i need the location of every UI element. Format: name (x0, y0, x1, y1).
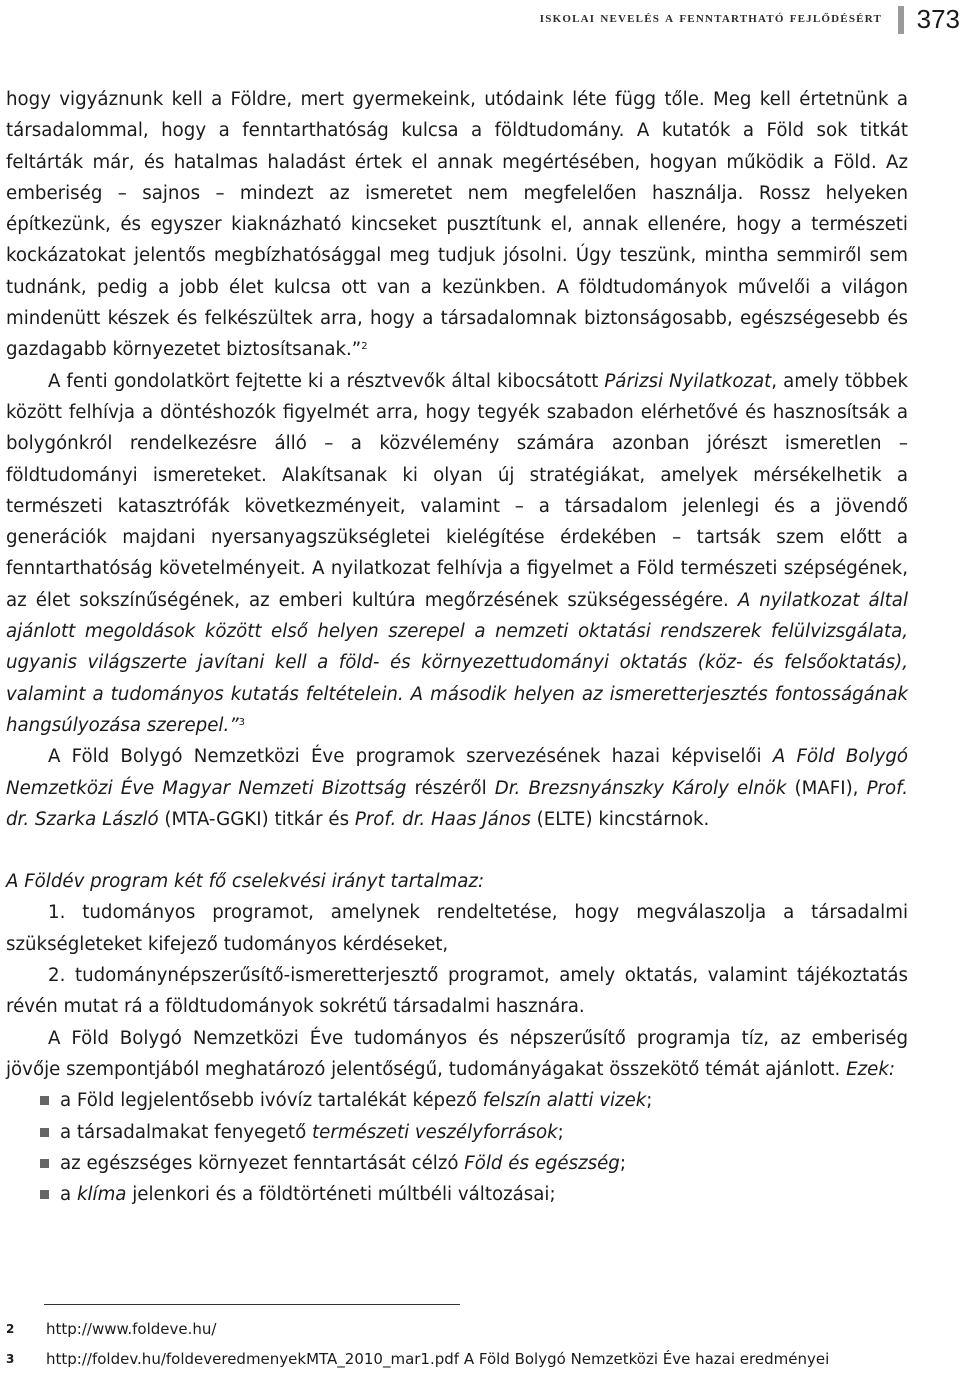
paragraph-spacer (6, 835, 908, 866)
topic-text: ; (619, 1152, 626, 1174)
footnote-number: 3 (6, 1352, 15, 1366)
topic-italic: Föld és egészség (464, 1152, 620, 1174)
topic-text: ; (646, 1090, 653, 1112)
committee-name: A Föld Bolygó Nemzetközi Éve Magyar Nemzeti Bizottság (6, 746, 908, 799)
paragraph-text: , amely többek között felhívja a döntéshozók figyelmét arra, hogy tegyék szabadon elérhetővé és hasznosítsák a bolygónkról rendelkezésre álló – a közvélemény számára azonban jórészt ismeretlen – földtudományi ismereteket. Alakítsanak ki olyan új stratégiákat, amelyek mérsékelhetik a természeti katasztrófák következményeit, valamint – a társadalom jelenlegi és a jövendő generációk majdani nyersanyagszükségletei kielégítése érdekében – tartsák szem előtt a fenntarthatóság követelményeit. A nyilatkozat felhívja a figyelmet a Föld természeti szépségének, az élet sokszínűségének, az emberi kultúra megőrzésének szükségességére. (6, 370, 908, 611)
paragraph-text: (ELTE) kincstárnok. (530, 808, 710, 830)
footnote (6, 1314, 946, 1344)
footnote-divider (44, 1304, 460, 1305)
body-text (6, 84, 908, 1210)
paragraph-italic-quote: A nyilatkozat által ajánlott megoldások között első helyen szerepel a nemzeti oktatási rendszerek felülvizsgálata, ugyanis világszerte javítani kell a föld- és környezettudományi oktatás (köz- és felsőoktatás), valamint a tudományos kutatás feltételein. A második helyen az ismeretterjesztés fontosságának hangsúlyozása szerepel.” (6, 589, 909, 736)
paragraph-quote-continuation (6, 84, 908, 366)
footnote (6, 1344, 946, 1374)
program-item: 1. tudományos programot, amelynek rendeltetése, hogy megválaszolja a társadalmi szükségleteket kifejező tudományos kérdéseket, (6, 902, 908, 955)
page-header (0, 0, 960, 48)
square-bullet-icon (40, 1096, 49, 1105)
topic-text: a Föld legjelentősebb ivóvíz tartalékát képező (60, 1090, 483, 1112)
paragraph-text: (MTA-GGKI) titkár és (158, 808, 355, 830)
footnote-link[interactable]: http://www.foldeve.hu/ (46, 1320, 217, 1338)
header-divider (898, 6, 904, 34)
topic-italic: klíma (76, 1184, 127, 1206)
topic-text: ; (557, 1121, 564, 1143)
list-item (60, 1148, 908, 1179)
list-item (60, 1117, 908, 1148)
square-bullet-icon (40, 1190, 49, 1199)
paragraph-text: A Föld Bolygó Nemzetközi Éve tudományos és népszerűsítő programja tíz, az emberiség jövője szempontjából meghatározó jelentőségű, tudományágakat összekötő témát ajánlott. (6, 1027, 908, 1080)
footnotes (6, 1314, 946, 1374)
person-name: Prof. dr. Szarka László (6, 777, 908, 830)
paragraph-paris-declaration (6, 366, 908, 742)
footnote-number: 2 (6, 1322, 15, 1336)
square-bullet-icon (40, 1159, 49, 1168)
person-name: Dr. Brezsnyánszky Károly elnök (494, 777, 787, 799)
paragraph-text: hogy vigyáznunk kell a Földre, mert gyermekeink, utódaink léte függ tőle. Meg kell értetnünk a társadalommal, hogy a fenntarthatóság kulcsa a földtudomány. A kutatók a Föld sok titkát feltárták már, és hatalmas haladást értek el annak megértésében, hogyan működik a Föld. Az emberiség – sajnos – mindezt az ismeretet nem megfelelően használja. Rossz helyeken építkezünk, és egyszer kiaknázható kincseket pusztítunk el, annak ellenére, hogy a természeti kockázatokat jelentős megbízhatósággal meg tudjuk jósolni. Úgy teszünk, mintha semmiről sem tudnánk, pedig a jobb élet kulcsa ott van a kezünkben. A földtudományok művelői a világon mindenütt készek és felkészültek arra, hogy a társadalomnak biztonságosabb, egészségesebb és gazdagabb környezetet biztosítsanak.” (6, 89, 908, 361)
paragraph-text: A fenti gondolatkört fejtette ki a résztvevők által kibocsátott (48, 370, 605, 392)
program-intro: A Földév program két fő cselekvési irányt tartalmaz: (6, 871, 485, 893)
topic-text: az egészséges környezet fenntartását célzó (60, 1152, 465, 1174)
paragraph-italic: Ezek: (846, 1058, 896, 1080)
paragraph-topics-intro (6, 1023, 908, 1086)
program-item: 2. tudománynépszerűsítő-ismeretterjesztő programot, amely oktatás, valamint tájékoztatás révén mutat rá a földtudományok sokrétű társadalmi hasznára. (6, 965, 908, 1018)
topic-list (6, 1085, 908, 1210)
topic-italic: természeti veszélyforrások (312, 1121, 558, 1143)
list-item (60, 1179, 908, 1210)
square-bullet-icon (40, 1128, 49, 1137)
paragraph-text: (MAFI), (786, 777, 867, 799)
topic-text: a (60, 1184, 77, 1206)
paragraph-text: A Föld Bolygó Nemzetközi Éve programok szervezésének hazai képviselői (48, 746, 773, 768)
footnote-link[interactable]: http://foldev.hu/foldeveredmenyekMTA_2010_mar1.pdf A Föld Bolygó Nemzetközi Éve hazai eredményei (46, 1350, 830, 1368)
topic-text: a társadalmakat fenyegető (60, 1121, 313, 1143)
topic-text: jelenkori és a földtörténeti múltbéli változásai; (126, 1184, 556, 1206)
paragraph-representatives (6, 741, 908, 835)
person-name: Prof. dr. Haas János (354, 808, 531, 830)
running-title: iskolai nevelés a fenntartható fejlődésért (539, 9, 882, 26)
declaration-title: Párizsi Nyilatkozat (604, 370, 772, 392)
footnote-ref: 2 (361, 341, 368, 353)
topic-italic: felszín alatti vizek (482, 1090, 647, 1112)
list-item (60, 1085, 908, 1116)
footnote-ref: 3 (238, 716, 246, 728)
page-number: 373 (916, 4, 960, 34)
paragraph-text: részéről (406, 777, 495, 799)
